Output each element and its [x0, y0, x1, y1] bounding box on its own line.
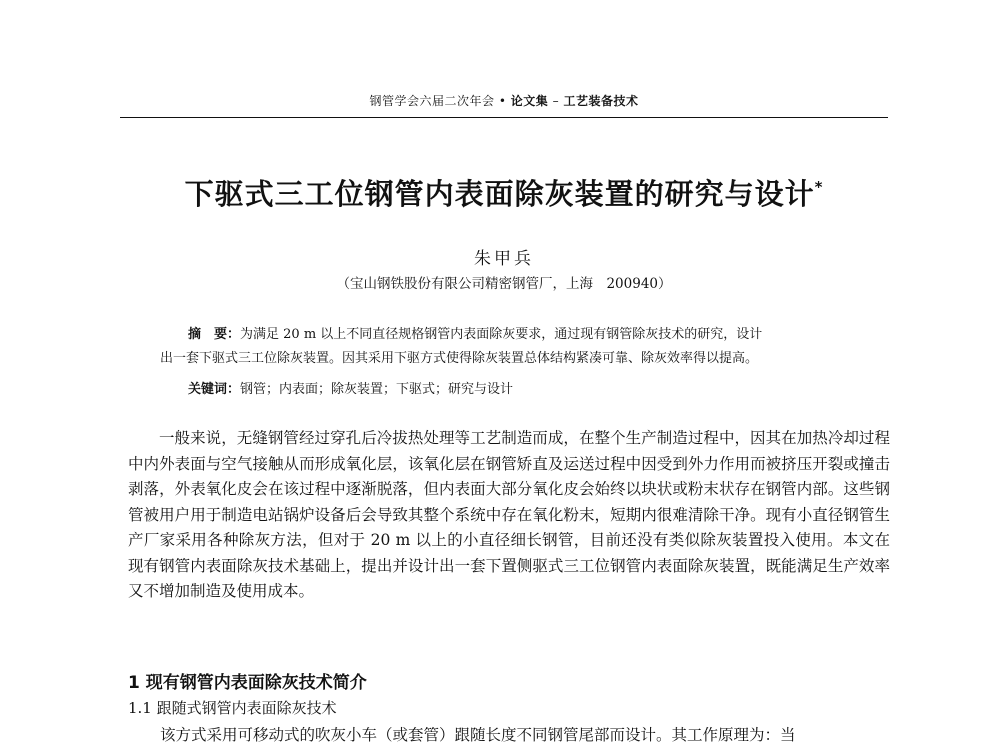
section-1-1-text: 该方式采用可移动式的吹灰小车（或套管）跟随长度不同钢管尾部而设计。其工作原理为：当 [160, 726, 796, 744]
running-header [120, 92, 888, 109]
author-name: 朱甲兵 [474, 249, 534, 269]
keywords-text: 钢管；内表面；除灰装置；下驱式；研究与设计 [240, 382, 514, 397]
abstract-line-2: 出一套下驱式三工位除灰装置。因其采用下驱方式使得除灰装置总体结构紧凑可靠、除灰效率得以提高。 [160, 351, 759, 366]
intro-paragraph: 一般来说，无缝钢管经过穿孔后冷拔热处理等工艺制造而成，在整个生产制造过程中，因其在加热冷却过程中内外表面与空气接触从而形成氧化层，该氧化层在钢管矫直及运送过程中因受到外力作用而被挤压开裂或撞击剥落，外表氧化皮会在该过程中逐渐脱落，但内表面大部分氧化皮会始终以块状或粉末状存在钢管内部。这些钢管被用户用于制造电站锅炉设备后会导致其整个系统中存在氧化粉末，短期内很难清除干净。现有小直径钢管生产厂家采用各种除灰方法，但对于 20 m 以上的小直径细长钢管，目前还没有类似除灰装置投入使用。本文在现有钢管内表面除灰技术基础上，提出并设计出一套下置侧驱式三工位钢管内表面除灰装置，既能满足生产效率又不增加制造及使用成本。 [128, 429, 890, 600]
section-1-heading: 1 现有钢管内表面除灰技术简介 [128, 673, 367, 693]
header-conference: 钢管学会六届二次年会 [369, 94, 495, 108]
paper-title [120, 172, 888, 213]
header-rule [120, 117, 888, 118]
abstract-text-1: 为满足 20 m 以上不同直径规格钢管内表面除灰要求，通过现有钢管除灰技术的研究，设计 [240, 327, 763, 342]
paper-title-text: 下驱式三工位钢管内表面除灰装置的研究与设计 [184, 177, 815, 211]
abstract-block [160, 323, 860, 371]
keywords-block [188, 378, 513, 397]
abstract-line-1 [160, 323, 860, 347]
section-1-1-heading: 1.1 跟随式钢管内表面除灰技术 [128, 699, 337, 717]
header-separator: • [494, 94, 511, 108]
title-footnote-mark: * [814, 178, 824, 196]
keywords-label: 关键词： [188, 382, 241, 397]
header-section: 工艺装备技术 [563, 94, 639, 108]
header-dash: – [548, 94, 564, 108]
abstract-label: 摘 要： [188, 327, 241, 342]
author-affiliation: （宝山钢铁股份有限公司精密钢管厂，上海 200940） [336, 276, 672, 292]
header-collection: 论文集 [510, 94, 549, 108]
